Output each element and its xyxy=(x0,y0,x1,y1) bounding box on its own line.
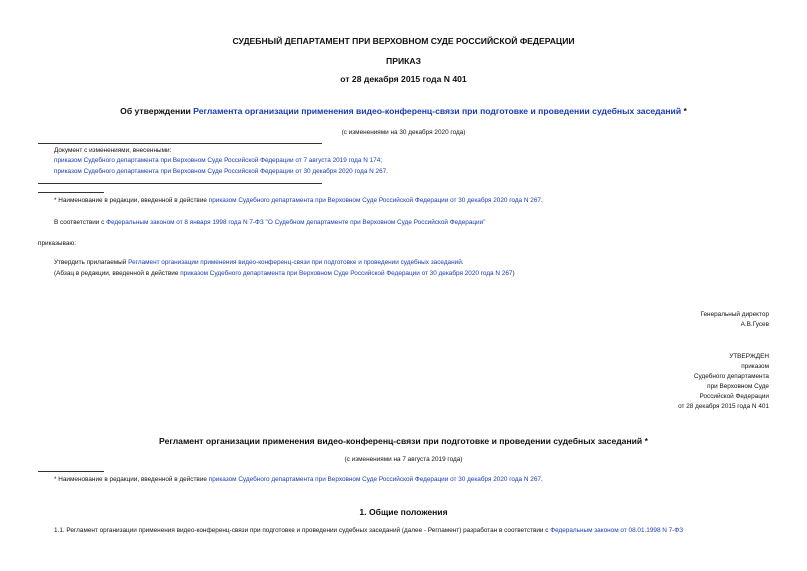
approved-line-4: при Верховном Суде xyxy=(707,383,769,390)
approved-line-6: от 28 декабря 2015 года N 401 xyxy=(678,403,769,410)
footnote-2-link[interactable]: приказом Судебного департамента при Верховном Суде Российской Федерации от 30 декабря 2020 года N 267 xyxy=(208,476,541,483)
approve-line xyxy=(54,259,464,266)
footnote-2-suffix: . xyxy=(540,476,543,483)
approval-title-suffix: * xyxy=(681,106,687,116)
approved-line-5: Российской Федерации xyxy=(699,393,769,400)
changes-note: (с изменениями на 30 декабря 2020 года) xyxy=(341,129,466,136)
approve-line-link[interactable]: Регламент организации применения видео-конференц-связи при подготовке и проведении судебных заседаний xyxy=(128,259,462,266)
footnote-2-prefix: * Наименование в редакции, введенной в действие xyxy=(54,476,209,483)
paragraph-note-prefix: (Абзац в редакции, введенной в действие xyxy=(54,270,181,277)
section-1-p1-prefix: 1.1. Регламент организации применения видео-конференц-связи при подготовке и проведении судебных заседаний (далее - Регламент) разработан в соответствии с xyxy=(54,527,551,534)
approved-line-2: приказом xyxy=(741,363,769,370)
changes-box-bottom-rule xyxy=(38,183,322,184)
order-word: приказываю: xyxy=(38,240,76,247)
approved-line-3: Судебного департамента xyxy=(693,373,769,380)
changes-box-heading: Документ с изменениями, внесенными: xyxy=(54,147,172,154)
regulation-link[interactable]: Регламента организации применения видео-конференц-связи при подготовке и проведении судебных заседаний xyxy=(193,106,682,116)
regulation-changes-note: (с изменениями на 7 августа 2019 года) xyxy=(344,456,463,463)
footnote-1-link[interactable]: приказом Судебного департамента при Верховном Суде Российской Федерации от 30 декабря 2020 года N 267 xyxy=(208,197,541,204)
footnote-rule-2 xyxy=(38,471,104,472)
federal-law-link[interactable]: Федеральным законом от 8 января 1998 года N 7-ФЗ "О Судебном департаменте при Верховном Суде Российской Федерации" xyxy=(106,219,486,226)
section-1-heading: 1. Общие положения xyxy=(359,507,448,517)
footnote-1-suffix: . xyxy=(540,197,543,204)
signature-name: А.В.Гусев xyxy=(740,321,769,328)
footnote-2 xyxy=(54,476,543,483)
footnote-1-prefix: * Наименование в редакции, введенной в действие xyxy=(54,197,209,204)
footnote-rule-1 xyxy=(38,192,104,193)
approve-line-suffix: . xyxy=(461,259,464,266)
document-date-number: от 28 декабря 2015 года N 401 xyxy=(340,74,467,84)
organization-heading: СУДЕБНЫЙ ДЕПАРТАМЕНТ ПРИ ВЕРХОВНОМ СУДЕ РОССИЙСКОЙ ФЕДЕРАЦИИ xyxy=(232,36,575,46)
approval-title xyxy=(0,106,807,116)
footnote-1 xyxy=(54,197,543,204)
approved-line-1: УТВЕРЖДЕН xyxy=(729,353,769,360)
basis-prefix: В соответствии с xyxy=(54,219,107,226)
regulation-title: Регламент организации применения видео-конференц-связи при подготовке и проведении судебных заседаний * xyxy=(159,436,648,446)
approval-title-prefix: Об утверждении xyxy=(120,106,194,116)
basis-paragraph xyxy=(54,219,485,226)
changes-box-item-2[interactable]: приказом Судебного департамента при Верховном Суде Российской Федерации от 30 декабря 2020 года N 267. xyxy=(54,168,388,175)
changes-box-top-rule xyxy=(38,143,322,144)
section-1-paragraph-1 xyxy=(54,527,683,534)
document-type: ПРИКАЗ xyxy=(386,56,421,66)
approve-line-prefix: Утвердить прилагаемый xyxy=(54,259,129,266)
section-1-law-link[interactable]: Федеральным законом от 08.01.1998 N 7-ФЗ xyxy=(550,527,684,534)
paragraph-note-suffix: ) xyxy=(512,270,515,277)
changes-box-item-1[interactable]: приказом Судебного департамента при Верховном Суде Российской Федерации от 7 августа 2019 года N 174; xyxy=(54,157,383,164)
paragraph-note-link[interactable]: приказом Судебного департамента при Верховном Суде Российской Федерации от 30 декабря 2020 года N 267 xyxy=(180,270,513,277)
paragraph-note xyxy=(54,270,515,277)
signature-title: Генеральный директор xyxy=(700,311,769,318)
